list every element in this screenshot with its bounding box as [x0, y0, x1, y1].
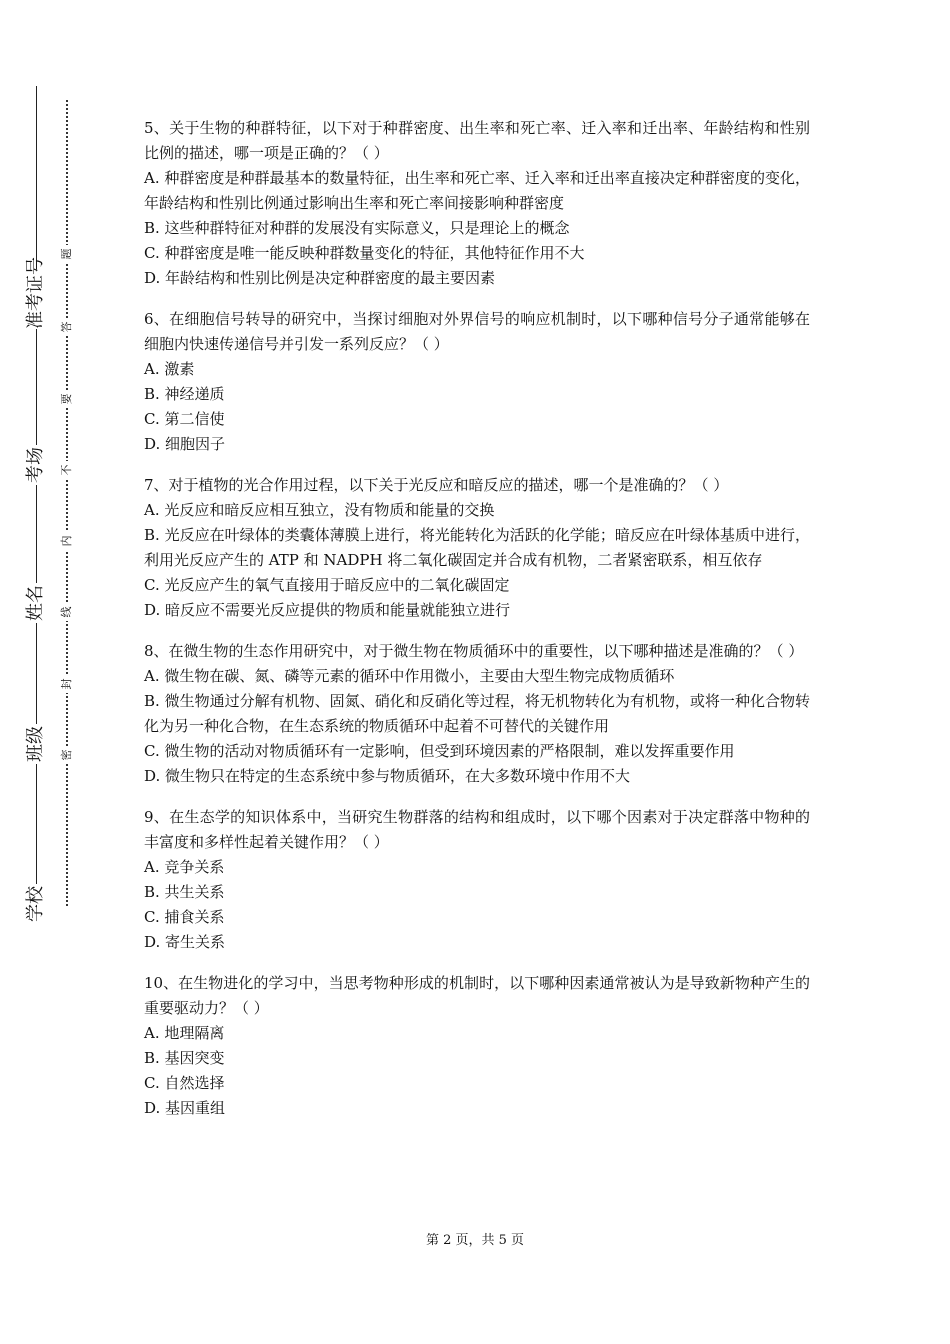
seal-char: 密 [58, 746, 76, 764]
option-a: A. 激素 [144, 360, 195, 378]
question-10 [144, 971, 810, 1121]
question-stem: 8、在微生物的生态作用研究中，对于微生物在物质循环中的重要性，以下哪种描述是准确的？（ ） [144, 642, 804, 660]
option-d: D. 寄生关系 [144, 933, 226, 951]
seal-char: 封 [58, 675, 76, 693]
option-c: C. 第二信使 [144, 410, 225, 428]
exam-number-label: 准考证号 [21, 269, 51, 329]
option-b: B. 共生关系 [144, 883, 225, 901]
page-number: 第 2 页，共 5 页 [425, 1233, 525, 1248]
option-b: B. 这些种群特征对种群的发展没有实际意义，只是理论上的概念 [144, 219, 570, 237]
option-b: B. 神经递质 [144, 385, 225, 403]
option-b: B. 微生物通过分解有机物、固氮、硝化和反硝化等过程，将无机物转化为有机物，或将一种化合物转化为另一种化合物，在生态系统的物质循环中起着不可替代的关键作用 [144, 692, 810, 735]
exam-room-label: 考场 [21, 445, 51, 485]
option-a: A. 微生物在碳、氮、磷等元素的循环中作用微小，主要由大型生物完成物质循环 [144, 667, 675, 685]
option-d: D. 细胞因子 [144, 435, 226, 453]
option-a: A. 光反应和暗反应相互独立，没有物质和能量的交换 [144, 501, 495, 519]
seal-char: 内 [58, 532, 76, 550]
option-d: D. 微生物只在特定的生态系统中参与物质循环，在大多数环境中作用不大 [144, 767, 631, 785]
info-line [36, 86, 37, 906]
seal-char: 不 [58, 461, 76, 479]
option-b: B. 光反应在叶绿体的类囊体薄膜上进行，将光能转化为活跃的化学能；暗反应在叶绿体基质中进行，利用光反应产生的 ATP 和 NADPH 将二氧化碳固定并合成有机物，二者紧密联系，相互依存 [144, 526, 810, 569]
question-6 [144, 307, 810, 457]
name-label: 姓名 [21, 583, 51, 623]
question-stem: 9、在生态学的知识体系中，当研究生物群落的结构和组成时，以下哪个因素对于决定群落中物种的丰富度和多样性起着关键作用？（ ） [144, 808, 810, 851]
option-d: D. 基因重组 [144, 1099, 226, 1117]
seal-dotted-line [66, 100, 68, 906]
seal-char: 答 [58, 318, 76, 336]
option-c: C. 微生物的活动对物质循环有一定影响，但受到环境因素的严格限制，难以发挥重要作用 [144, 742, 735, 760]
option-c: C. 捕食关系 [144, 908, 225, 926]
question-list [144, 116, 810, 1137]
option-a: A. 种群密度是种群最基本的数量特征，出生率和死亡率、迁入率和迁出率直接决定种群密度的变化，年龄结构和性别比例通过影响出生率和死亡率间接影响种群密度 [144, 169, 810, 212]
option-d: D. 暗反应不需要光反应提供的物质和能量就能独立进行 [144, 601, 511, 619]
question-stem: 7、对于植物的光合作用过程，以下关于光反应和暗反应的描述，哪一个是准确的？（ ） [144, 476, 729, 494]
seal-char: 题 [58, 245, 76, 263]
option-c: C. 种群密度是唯一能反映种群数量变化的特征，其他特征作用不大 [144, 244, 585, 262]
question-9 [144, 805, 810, 955]
option-d: D. 年龄结构和性别比例是决定种群密度的最主要因素 [144, 269, 496, 287]
question-stem: 5、关于生物的种群特征，以下对于种群密度、出生率和死亡率、迁入率和迁出率、年龄结构和性别比例的描述，哪一项是正确的？（ ） [144, 119, 810, 162]
option-b: B. 基因突变 [144, 1049, 225, 1067]
seal-char: 要 [58, 390, 76, 408]
class-label: 班级 [21, 724, 51, 764]
question-stem: 10、在生物进化的学习中，当思考物种形成的机制时，以下哪种因素通常被认为是导致新物种产生的重要驱动力？（ ） [144, 974, 810, 1017]
question-7 [144, 473, 810, 623]
question-stem: 6、在细胞信号转导的研究中，当探讨细胞对外界信号的响应机制时，以下哪种信号分子通常能够在细胞内快速传递信号并引发一系列反应？（ ） [144, 310, 810, 353]
school-label: 学校 [21, 884, 51, 924]
option-c: C. 自然选择 [144, 1074, 225, 1092]
binding-margin [0, 0, 120, 1344]
seal-char: 线 [58, 603, 76, 621]
option-a: A. 地理隔离 [144, 1024, 225, 1042]
question-8 [144, 639, 810, 789]
option-c: C. 光反应产生的氧气直接用于暗反应中的二氧化碳固定 [144, 576, 510, 594]
question-5 [144, 116, 810, 291]
option-a: A. 竞争关系 [144, 858, 225, 876]
